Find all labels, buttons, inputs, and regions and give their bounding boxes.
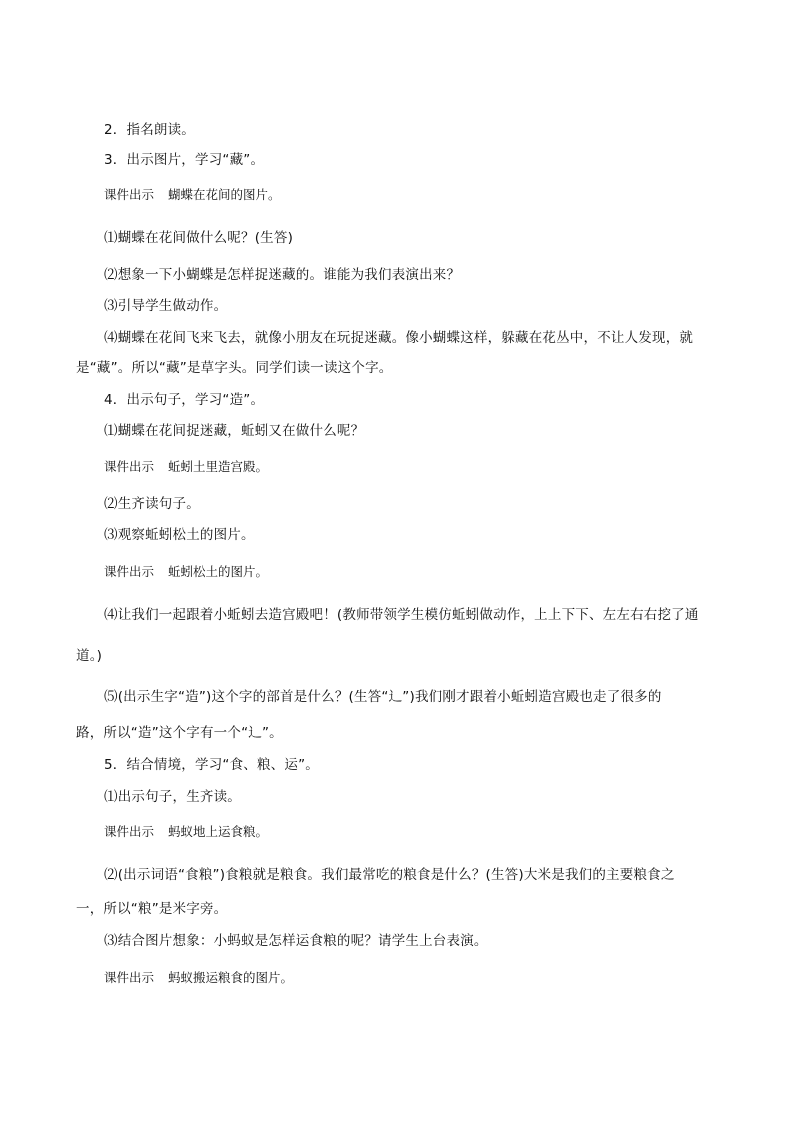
courseware-label: 课件出示 (104, 970, 155, 985)
courseware-note-1 (104, 186, 281, 204)
step-4-item-4-line-1: ⑷让我们一起跟着小蚯蚓去造宫殿吧！(教师带领学生模仿蚯蚓做动作，上上下下、左左右右挖了通 (104, 607, 699, 623)
courseware-label: 课件出示 (104, 187, 155, 202)
step-3-heading: 3．出示图片，学习“藏”。 (104, 152, 265, 168)
step-5-item-1: ⑴出示句子，生齐读。 (104, 789, 241, 805)
question-1: ⑴蝴蝶在花间做什么呢？(生答) (104, 230, 294, 246)
step-5-heading: 5．结合情境，学习“食、粮、运”。 (104, 757, 319, 773)
step-4-item-4-line-2: 道。) (76, 648, 103, 664)
courseware-label: 课件出示 (104, 824, 155, 839)
courseware-note-2 (104, 458, 268, 476)
courseware-note-3 (104, 563, 268, 581)
step-5-item-2-line-2: 一，所以“粮”是米字旁。 (76, 901, 228, 917)
step-4-item-5-line-1: ⑸(出示生字“造”)这个字的部首是什么？(生答“辶”)我们刚才跟着小蚯蚓造宫殿也走了很多的 (104, 689, 662, 705)
step-4-item-2: ⑵生齐读句子。 (104, 496, 200, 512)
courseware-label: 课件出示 (104, 459, 155, 474)
courseware-content: 蚂蚁搬运粮食的图片。 (168, 970, 294, 985)
question-2: ⑵想象一下小蝴蝶是怎样捉迷藏的。谁能为我们表演出来？ (104, 267, 461, 283)
step-5-item-3: ⑶结合图片想象：小蚂蚁是怎样运食粮的呢？请学生上台表演。 (104, 933, 488, 949)
step-4-heading: 4．出示句子，学习“造”。 (104, 392, 265, 408)
instruction-3: ⑶引导学生做动作。 (104, 298, 228, 314)
courseware-content: 蝴蝶在花间的图片。 (168, 187, 281, 202)
courseware-note-4 (104, 823, 268, 841)
courseware-label: 课件出示 (104, 564, 155, 579)
courseware-content: 蚯蚓松土的图片。 (168, 564, 269, 579)
paragraph-4-line-1: ⑷蝴蝶在花间飞来飞去，就像小朋友在玩捉迷藏。像小蝴蝶这样，躲藏在花丛中，不让人发现，就 (104, 330, 694, 346)
step-4-item-3: ⑶观察蚯蚓松土的图片。 (104, 527, 255, 543)
step-4-question-1: ⑴蝴蝶在花间捉迷藏，蚯蚓又在做什么呢？ (104, 423, 365, 439)
step-5-item-2-line-1: ⑵(出示词语“食粮”)食粮就是粮食。我们最常吃的粮食是什么？(生答)大米是我们的主要粮食之 (104, 867, 675, 883)
step-2-heading: 2．指名朗读。 (104, 122, 195, 138)
courseware-content: 蚂蚁地上运食粮。 (168, 824, 269, 839)
step-4-item-5-line-2: 路，所以“造”这个字有一个“辶”。 (76, 725, 283, 741)
paragraph-4-line-2: 是“藏”。所以“藏”是草字头。同学们读一读这个字。 (76, 360, 393, 376)
courseware-content: 蚯蚓土里造宫殿。 (168, 459, 269, 474)
courseware-note-5 (104, 969, 293, 987)
